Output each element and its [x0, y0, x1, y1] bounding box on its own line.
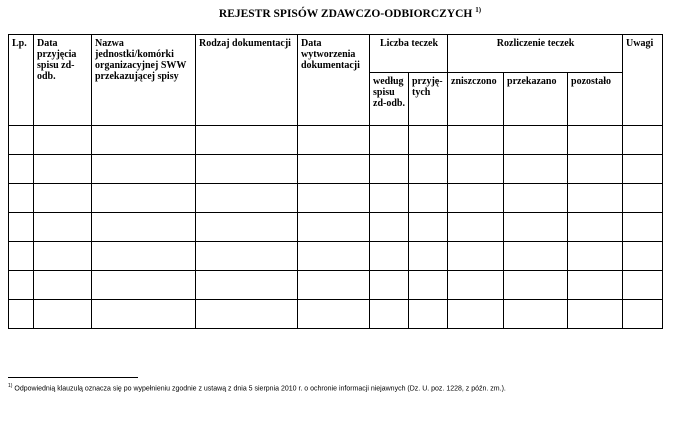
table-cell — [9, 271, 34, 300]
table-cell — [298, 184, 370, 213]
page-title — [0, 6, 700, 20]
title-text: REJESTR SPISÓW ZDAWCZO-ODBIORCZYCH — [218, 7, 473, 20]
table-cell — [409, 271, 448, 300]
table-row — [9, 242, 663, 271]
table-cell — [448, 271, 504, 300]
table-cell — [409, 213, 448, 242]
table-row — [9, 213, 663, 242]
table-cell — [623, 184, 663, 213]
header-count-accepted: przyję-tych — [409, 73, 448, 126]
table-cell — [623, 242, 663, 271]
table-cell — [298, 300, 370, 329]
table-cell — [370, 213, 409, 242]
table-cell — [504, 271, 568, 300]
table-cell — [92, 213, 196, 242]
table-cell — [196, 126, 298, 155]
table-cell — [298, 271, 370, 300]
table-cell — [504, 300, 568, 329]
table-cell — [504, 155, 568, 184]
table-cell — [504, 184, 568, 213]
table-row — [9, 126, 663, 155]
table-cell — [568, 213, 623, 242]
table-cell — [370, 155, 409, 184]
table-cell — [34, 184, 92, 213]
table-cell — [92, 155, 196, 184]
table-cell — [34, 300, 92, 329]
table-cell — [298, 213, 370, 242]
table-cell — [298, 242, 370, 271]
table-cell — [409, 155, 448, 184]
table-cell — [448, 126, 504, 155]
footnote-separator — [8, 377, 138, 378]
table-cell — [34, 213, 92, 242]
table-cell — [568, 184, 623, 213]
header-remarks: Uwagi — [623, 35, 663, 126]
title-footnote-marker: 1) — [475, 6, 482, 14]
table-cell — [504, 126, 568, 155]
header-count-group: Liczba teczek — [370, 35, 448, 73]
header-lp: Lp. — [9, 35, 34, 126]
table-cell — [448, 300, 504, 329]
table-cell — [370, 126, 409, 155]
table-row — [9, 184, 663, 213]
table-cell — [196, 184, 298, 213]
table-cell — [623, 126, 663, 155]
table-cell — [409, 242, 448, 271]
register-body — [9, 126, 663, 329]
table-cell — [298, 155, 370, 184]
table-cell — [9, 155, 34, 184]
header-destroyed: zniszczono — [448, 73, 504, 126]
table-cell — [568, 155, 623, 184]
header-doc-type: Rodzaj dokumentacji — [196, 35, 298, 126]
header-transferred: przekazano — [504, 73, 568, 126]
table-cell — [92, 300, 196, 329]
header-unit-name: Nazwa jednostki/komórki organizacyjnej SWW przekazującej spisy — [92, 35, 196, 126]
table-cell — [448, 213, 504, 242]
table-cell — [504, 213, 568, 242]
table-cell — [409, 126, 448, 155]
table-cell — [9, 126, 34, 155]
table-cell — [448, 184, 504, 213]
table-cell — [196, 155, 298, 184]
table-cell — [409, 184, 448, 213]
header-doc-date: Data wytworzenia dokumentacji — [298, 35, 370, 126]
table-row — [9, 271, 663, 300]
table-cell — [568, 242, 623, 271]
table-row — [9, 155, 663, 184]
register-table — [8, 34, 663, 329]
table-cell — [370, 300, 409, 329]
table-cell — [9, 184, 34, 213]
table-cell — [370, 242, 409, 271]
table-cell — [9, 300, 34, 329]
table-cell — [34, 271, 92, 300]
table-cell — [370, 184, 409, 213]
table-cell — [92, 242, 196, 271]
footnote-marker: 1) — [8, 383, 13, 389]
table-cell — [568, 300, 623, 329]
table-cell — [409, 300, 448, 329]
table-cell — [623, 300, 663, 329]
table-cell — [196, 242, 298, 271]
table-cell — [298, 126, 370, 155]
header-date-received: Data przyjęcia spisu zd-odb. — [34, 35, 92, 126]
table-cell — [448, 242, 504, 271]
table-cell — [92, 271, 196, 300]
table-cell — [34, 126, 92, 155]
table-cell — [34, 155, 92, 184]
table-cell — [623, 213, 663, 242]
table-cell — [623, 271, 663, 300]
table-cell — [568, 126, 623, 155]
table-row — [9, 300, 663, 329]
table-cell — [196, 300, 298, 329]
table-cell — [370, 271, 409, 300]
table-cell — [34, 242, 92, 271]
table-cell — [568, 271, 623, 300]
table-cell — [9, 242, 34, 271]
table-cell — [9, 213, 34, 242]
footnote-text: Odpowiednią klauzulą oznacza się po wypełnieniu zgodnie z ustawą z dnia 5 sierpnia 2010 r. o ochronie informacji niejawnych (Dz. U. poz. 1228, z późn. zm.). — [14, 385, 506, 393]
header-remaining: pozostało — [568, 73, 623, 126]
table-cell — [196, 271, 298, 300]
table-cell — [92, 184, 196, 213]
table-cell — [623, 155, 663, 184]
header-settlement-group: Rozliczenie teczek — [448, 35, 623, 73]
table-cell — [196, 213, 298, 242]
table-cell — [92, 126, 196, 155]
header-count-by-list: według spisu zd-odb. — [370, 73, 409, 126]
footnote — [8, 383, 698, 392]
table-cell — [448, 155, 504, 184]
table-cell — [504, 242, 568, 271]
